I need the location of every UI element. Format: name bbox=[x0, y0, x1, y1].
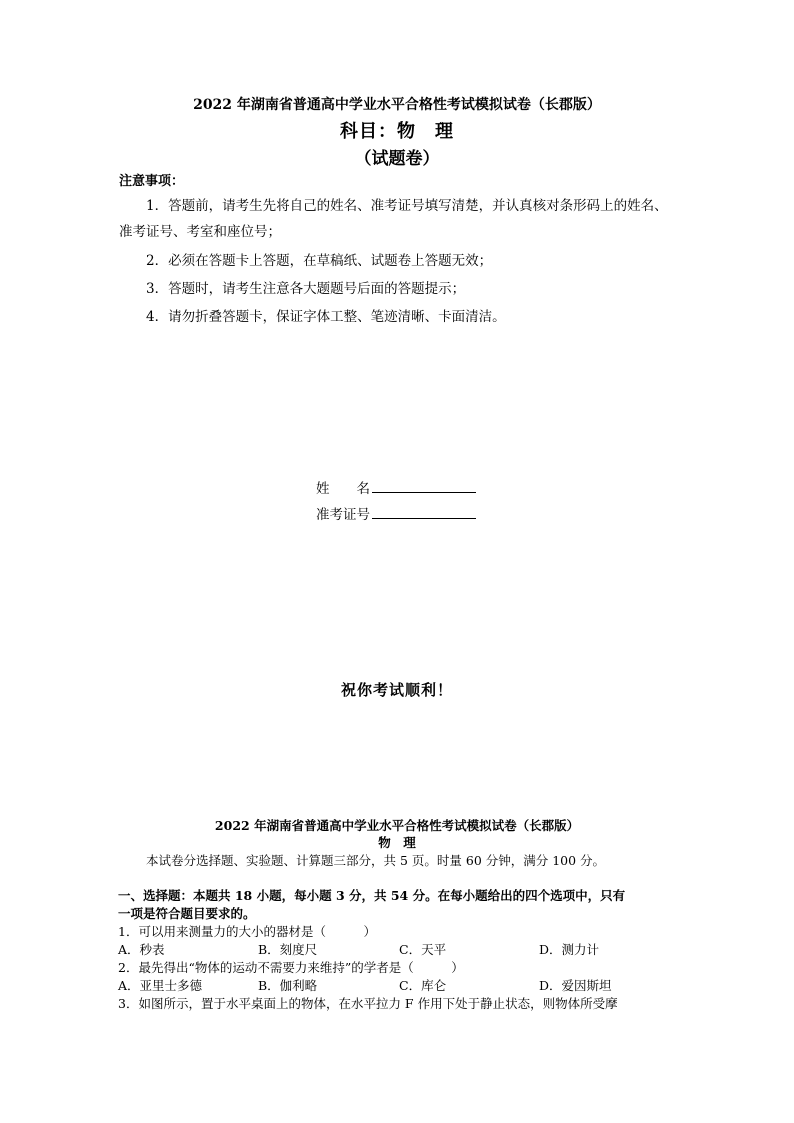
name-blank-line[interactable] bbox=[372, 478, 476, 493]
notice-item-1-cont: 准考证号、考室和座位号； bbox=[119, 224, 281, 240]
question-1-stem: 1．可以用来测量力的大小的器材是（ ） bbox=[118, 924, 376, 939]
notice-item-3: 3．答题时，请考生注意各大题题号后面的答题提示； bbox=[146, 281, 466, 297]
notice-item-2: 2．必须在答题卡上答题，在草稿纸、试题卷上答题无效； bbox=[146, 253, 493, 269]
exam-intro: 本试卷分选择题、实验题、计算题三部分，共 5 页。时量 60 分钟，满分 100 分。 bbox=[146, 853, 606, 868]
notice-item-4: 4．请勿折叠答题卡，保证字体工整、笔迹清晰、卡面清洁。 bbox=[146, 309, 506, 325]
cover-subject: 科目：物 理 bbox=[340, 121, 454, 142]
notice-title: 注意事项： bbox=[119, 174, 185, 189]
question-3-stem: 3．如图所示，置于水平桌面上的物体，在水平拉力 F 作用下处于静止状态，则物体所受摩 bbox=[118, 996, 618, 1011]
notice-item-1: 1．答题前，请考生先将自己的姓名、准考证号填写清楚，并认真核对条形码上的姓名、 bbox=[146, 198, 668, 214]
exam-subject: 物 理 bbox=[378, 835, 416, 850]
name-label: 姓 名 bbox=[316, 481, 370, 497]
question-2-stem: 2．最先得出“物体的运动不需要力来维持”的学者是（ ） bbox=[118, 960, 464, 975]
cover-booklet: （试题卷） bbox=[354, 149, 440, 169]
section1-heading: 一、选择题：本题共 18 小题，每小题 3 分，共 54 分。在每小题给出的四个选项中，只有 bbox=[118, 888, 626, 903]
id-field bbox=[316, 503, 476, 523]
exam-title: 2022 年湖南省普通高中学业水平合格性考试模拟试卷（长郡版） bbox=[214, 818, 580, 833]
id-label: 准考证号 bbox=[316, 507, 370, 523]
question-1-option-d[interactable]: D．测力计 bbox=[539, 942, 600, 957]
question-1-option-a[interactable]: A．秒表 bbox=[118, 942, 165, 957]
name-field bbox=[316, 477, 476, 497]
section1-heading-cont: 一项是符合题目要求的。 bbox=[118, 906, 256, 921]
good-luck-message: 祝你考试顺利！ bbox=[340, 681, 453, 699]
question-1-option-c[interactable]: C．天平 bbox=[399, 942, 447, 957]
question-2-option-d[interactable]: D．爱因斯坦 bbox=[539, 978, 612, 993]
question-2-option-c[interactable]: C．库仑 bbox=[399, 978, 447, 993]
question-1-option-b[interactable]: B．刻度尺 bbox=[258, 942, 318, 957]
question-2-option-a[interactable]: A．亚里士多德 bbox=[118, 978, 203, 993]
question-2-option-b[interactable]: B．伽利略 bbox=[258, 978, 318, 993]
id-blank-line[interactable] bbox=[372, 504, 476, 519]
cover-title: 2022 年湖南省普通高中学业水平合格性考试模拟试卷（长郡版） bbox=[193, 97, 601, 113]
